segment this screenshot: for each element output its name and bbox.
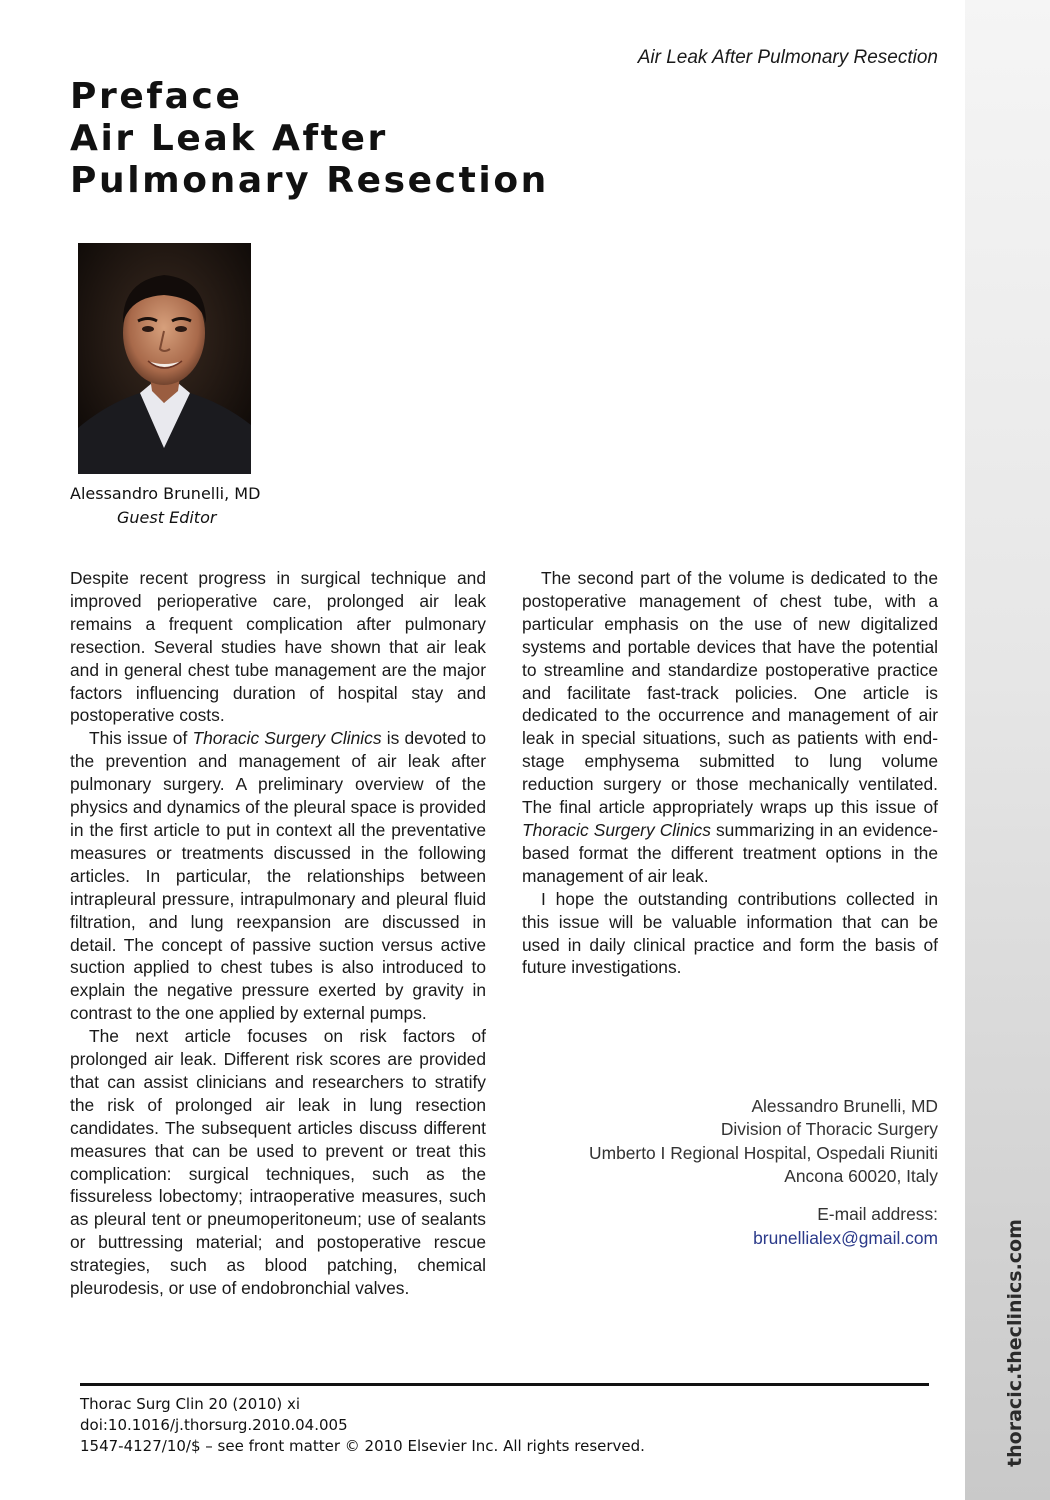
journal-url-vertical[interactable] <box>1000 1218 1030 1467</box>
signature-city: Ancona 60020, Italy <box>784 1165 938 1186</box>
email-link[interactable]: brunellialex@gmail.com <box>753 1228 938 1248</box>
paragraph-4 <box>522 567 938 888</box>
signature-hospital: Umberto I Regional Hospital, Ospedali Riuniti <box>589 1142 938 1163</box>
editor-photo <box>78 243 251 474</box>
paragraph-1: Despite recent progress in surgical technique and improved perioperative care, prolonged air leak remains a frequent complication after pulmonary resection. Several studies have shown that air leak and in general chest tube management are the major factors influencing duration of hospital stay and postoperative costs. <box>70 568 486 726</box>
paragraph-2 <box>70 727 486 1025</box>
paragraph-2-text-a: This issue of <box>89 728 193 749</box>
paragraph-3: The next article focuses on risk factors of prolonged air leak. Different risk scores are provided that can assist clinicians and researchers to stratify the risk of prolonged air leak in lung resection candidates. The subsequent articles discuss different measures that can be used to prevent or treat this complication: surgical techniques, such as the fissureless lobectomy; intraoperative measures, such as pleural tent or pneumoperitoneum; use of sealants or buttressing material; and postoperative rescue strategies, such as blood patching, chemical pleurodesis, or use of endobronchial valves. <box>70 1026 486 1299</box>
paragraph-2-text-b: is devoted to the prevention and management of air leak after pulmonary surgery. A preliminary overview of the physics and dynamics of the pleural space is provided in the first article to put in context all the preventative measures or treatments discussed in the following articles. In particular, the relationships between intrapleural pressure, intrapulmonary and pleural fluid filtration, and lung reexpansion are discussed in detail. The concept of passive suction versus active suction applied to chest tubes is also introduced to explain the negative pressure exerted by gravity in contrast to the one applied by external pumps. <box>70 728 487 1024</box>
signature-division: Division of Thoracic Surgery <box>720 1119 938 1140</box>
journal-title-italic: Thoracic Surgery Clinics <box>192 728 382 749</box>
title-line-preface: Preface <box>70 76 243 117</box>
body-column-right <box>522 567 938 979</box>
footer-copyright: 1547-4127/10/$ – see front matter © 2010 Elsevier Inc. All rights reserved. <box>80 1437 645 1455</box>
title-line-2: Air Leak After <box>70 118 388 159</box>
signature-block <box>589 1095 938 1188</box>
journal-title-italic: Thoracic Surgery Clinics <box>522 819 711 840</box>
email-block <box>753 1202 938 1250</box>
footer-doi[interactable]: doi:10.1016/j.thorsurg.2010.04.005 <box>80 1416 348 1434</box>
signature-name: Alessandro Brunelli, MD <box>751 1096 938 1116</box>
footer <box>80 1394 645 1457</box>
body-column-left <box>70 567 486 1300</box>
footer-citation: Thorac Surg Clin 20 (2010) xi <box>80 1395 301 1413</box>
paragraph-4-text-b: summarizing in an evidence-based format the different treatment options in the management of air leak. <box>522 819 938 886</box>
paragraph-5: I hope the outstanding contributions collected in this issue will be valuable information that can be used in daily clinical practice and form the basis of future investigations. <box>522 888 938 978</box>
footer-rule <box>80 1383 929 1386</box>
email-label: E-mail address: <box>817 1204 938 1224</box>
title-line-3: Pulmonary Resection <box>70 160 549 201</box>
page-title <box>70 76 549 202</box>
paragraph-4-text-a: The second part of the volume is dedicated to the postoperative management of chest tube, with a particular emphasis on the use of new digitalized systems and portable devices that have the potential to streamline and standardize postoperative practice and facilitate fast-track policies. One article is dedicated to the occurrence and management of air leak in special situations, such as patients with end-stage emphysema submitted to lung volume reduction surgery or those mechanically ventilated. The final article appropriately wraps up this issue of <box>522 568 938 818</box>
running-head: Air Leak After Pulmonary Resection <box>637 47 938 68</box>
guest-editor-role: Guest Editor <box>117 508 217 527</box>
guest-editor-name: Alessandro Brunelli, MD <box>70 484 261 503</box>
journal-url-text[interactable]: thoracic.theclinics.com <box>1004 1218 1026 1467</box>
